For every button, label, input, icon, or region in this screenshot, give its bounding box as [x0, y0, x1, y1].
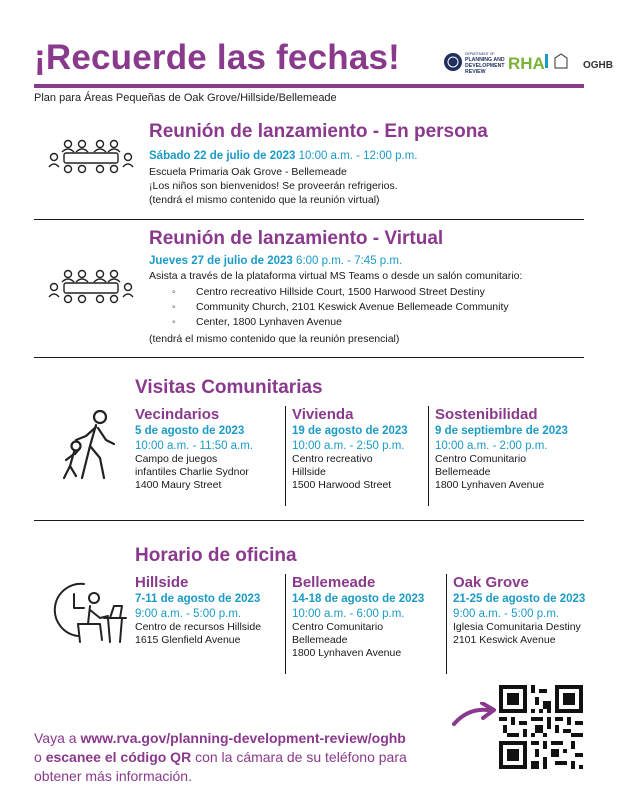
visit-title: Vecindarios [135, 406, 220, 423]
column-divider [428, 406, 429, 506]
section-divider [34, 219, 584, 220]
visit-time: 10:00 a.m. - 2:50 p.m. [292, 440, 405, 452]
launch-in-person-location: Escuela Primaria Oak Grove - Bellemeade [149, 166, 347, 178]
visit-location: 1500 Harwood Street [292, 479, 392, 491]
visit-location: Bellemeade [435, 466, 491, 478]
office-title: Hillside [135, 574, 189, 591]
visit-date: 19 de agosto de 2023 [292, 425, 408, 437]
launch-in-person-title: Reunión de lanzamiento - En persona [149, 121, 488, 142]
office-title: Horario de oficina [135, 545, 297, 566]
visit-location: Centro recreativo [292, 453, 373, 465]
website-link[interactable]: www.rva.gov/planning-development-review/oghb [80, 730, 406, 746]
visit-location: 1400 Maury Street [135, 479, 222, 491]
visit-location: 1800 Lynhaven Avenue [435, 479, 545, 491]
bullet-icon: ◦ [172, 301, 176, 313]
bullet-icon: ◦ [172, 286, 176, 298]
launch-virtual-intro: Asista a través de la plataforma virtual MS Teams o desde un salón comunitario: [149, 270, 523, 282]
launch-virtual-date: Jueves 27 de julio de 2023 [149, 255, 293, 267]
list-item: ◦ Centro recreativo Hillside Court, 1500 Harwood Street Destiny [172, 286, 485, 298]
office-location: Bellemeade [292, 634, 348, 646]
office-time: 9:00 a.m. - 5:00 p.m. [135, 608, 242, 620]
office-location: 1615 Glenfield Avenue [135, 634, 241, 646]
dept-logo-line1: PLANNING AND [465, 57, 505, 63]
column-divider [285, 574, 286, 674]
visit-column-neighborhoods [135, 406, 253, 492]
footer-line2: o escanee el código QR con la cámara de su teléfono para [34, 749, 407, 765]
office-date: 7-11 de agosto de 2023 [135, 593, 261, 605]
office-location: 2101 Keswick Avenue [453, 634, 556, 646]
launch-in-person-date: Sábado 22 de julio de 2023 [149, 150, 296, 162]
visit-title: Sostenibilidad [435, 406, 538, 423]
visit-title: Vivienda [292, 406, 354, 423]
office-date: 14-18 de agosto de 2023 [292, 593, 425, 605]
office-title: Oak Grove [453, 574, 529, 591]
footer-line3: obtener más información. [34, 768, 192, 784]
meeting-table-icon [46, 267, 136, 307]
office-column-bellemeade [292, 574, 424, 660]
house-icon [555, 54, 567, 68]
visit-date: 9 de septiembre de 2023 [435, 425, 568, 437]
visit-location: infantiles Charlie Sydnor [135, 466, 249, 478]
launch-virtual-datetime [149, 254, 402, 268]
office-column-oak-grove [453, 574, 585, 647]
page-subtitle: Plan para Áreas Pequeñas de Oak Grove/Hillside/Bellemeade [34, 92, 337, 104]
list-item: ◦ Community Church, 2101 Keswick Avenue Bellemeade Community [172, 301, 509, 313]
office-title: Bellemeade [292, 574, 376, 591]
footer-line1: Vaya a www.rva.gov/planning-development-review/oghb [34, 730, 406, 746]
visit-location: Campo de juegos [135, 453, 218, 465]
section-divider [34, 520, 584, 521]
visit-location: Centro Comunitario [435, 453, 527, 465]
list-item: ◦ Center, 1800 Lynhaven Avenue [172, 316, 342, 328]
meeting-table-icon [46, 137, 136, 177]
office-date: 21-25 de agosto de 2023 [453, 593, 586, 605]
office-time: 10:00 a.m. - 6:00 p.m. [292, 608, 405, 620]
launch-in-person-content-note: (tendrá el mismo contenido que la reunión virtual) [149, 194, 380, 206]
office-location: Centro de recursos Hillside [135, 621, 262, 633]
city-seal-icon [444, 53, 462, 71]
launch-virtual-title: Reunión de lanzamiento - Virtual [149, 228, 444, 249]
walking-people-icon [56, 408, 126, 480]
dept-logo-top: DEPARTMENT OF [465, 52, 495, 56]
visit-column-sustainability [435, 406, 568, 492]
rha-logo: RHA [508, 54, 545, 73]
partner-logos [443, 48, 621, 76]
section-divider [34, 357, 584, 358]
arrow-icon [450, 702, 498, 728]
bullet-icon: ◦ [172, 316, 176, 328]
visit-time: 10:00 a.m. - 2:00 p.m. [435, 440, 548, 452]
title-rule [34, 84, 584, 88]
office-time: 9:00 a.m. - 5:00 p.m. [453, 608, 560, 620]
visit-column-housing [292, 406, 408, 492]
visit-location: Hillside [292, 466, 326, 478]
office-location: 1800 Lynhaven Avenue [292, 647, 402, 659]
office-location: Centro Comunitario [292, 621, 384, 633]
launch-in-person-time: 10:00 a.m. - 12:00 p.m. [298, 150, 418, 162]
visits-title: Visitas Comunitarias [135, 377, 323, 398]
oghb-logo: OGHB [583, 60, 613, 71]
office-location: Iglesia Comunitaria Destiny [453, 621, 581, 633]
launch-virtual-time: 6:00 p.m. - 7:45 p.m. [296, 255, 403, 267]
footer-cta [34, 729, 407, 786]
dept-logo-line3: REVIEW [465, 69, 486, 75]
visit-time: 10:00 a.m. - 11:50 a.m. [135, 440, 254, 452]
dept-logo-line2: DEVELOPMENT [465, 63, 505, 69]
launch-in-person-datetime [149, 149, 417, 163]
launch-in-person-note: ¡Los niños son bienvenidos! Se proveerán refrigerios. [149, 180, 398, 192]
office-column-hillside [135, 574, 261, 647]
launch-virtual-content-note: (tendrá el mismo contenido que la reunión presencial) [149, 333, 400, 345]
page-title: ¡Recuerde las fechas! [34, 38, 401, 77]
qr-code-icon[interactable] [499, 685, 583, 769]
desk-clock-icon [48, 578, 128, 650]
column-divider [446, 574, 447, 674]
column-divider [285, 406, 286, 506]
visit-date: 5 de agosto de 2023 [135, 425, 245, 437]
